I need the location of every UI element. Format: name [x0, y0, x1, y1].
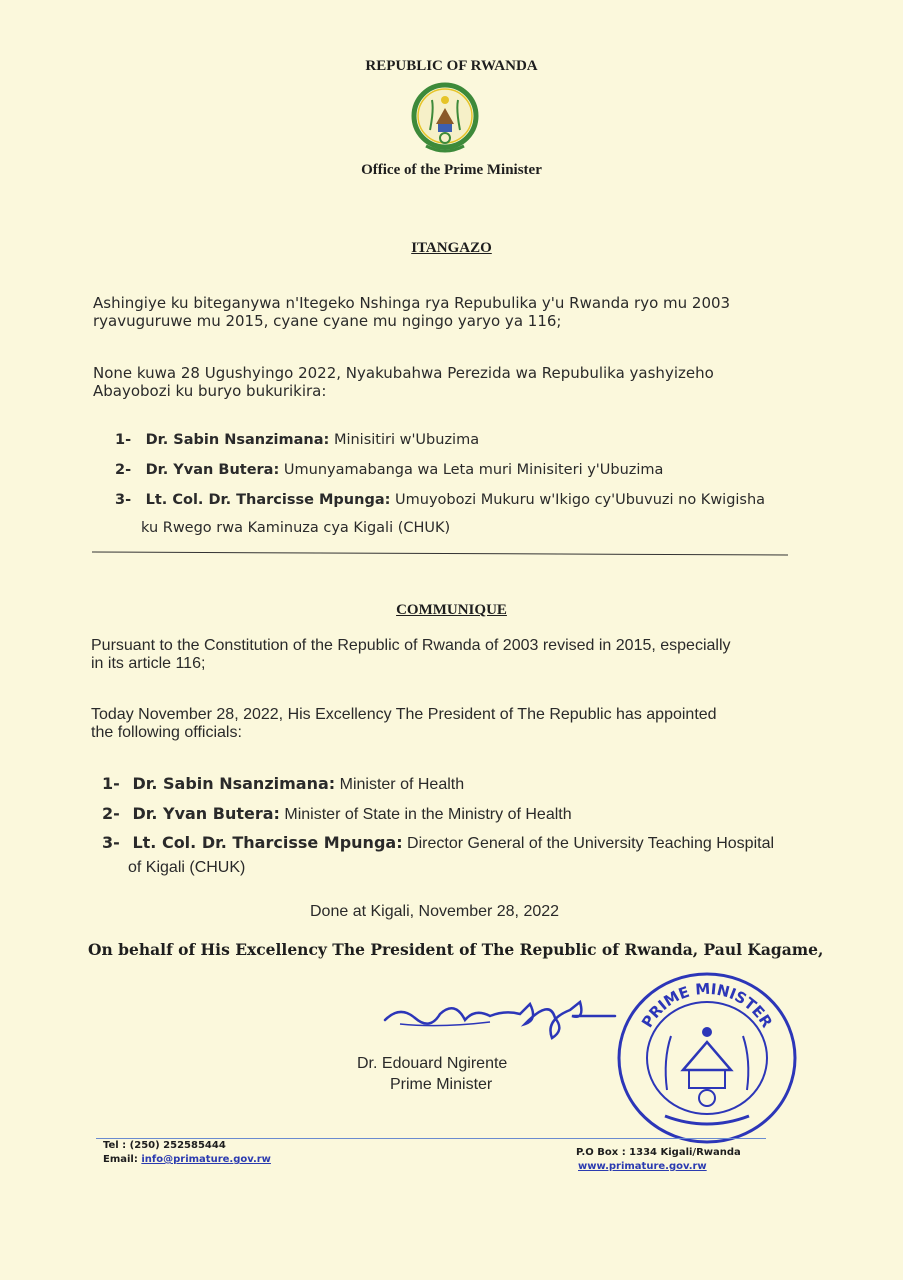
country-heading: REPUBLIC OF RWANDA: [365, 58, 538, 74]
itangazo-paragraph-1: Ashingiye ku biteganywa n'Itegeko Nshinga rya Repubulika y'u Rwanda ryo mu 2003 ryavuguruwe mu 2015, cyane cyane mu ngingo yaryo ya 116;: [93, 294, 731, 330]
svg-text:PRIME MINISTER: PRIME MINISTER: [637, 979, 776, 1031]
office-heading: Office of the Prime Minister: [361, 162, 542, 178]
footer-tel: Tel : (250) 252585444: [103, 1140, 226, 1151]
email-link[interactable]: info@primature.gov.rw: [141, 1154, 271, 1165]
communique-list-item: 3- Lt. Col. Dr. Tharcisse Mpunga: Director General of the University Teaching Hospital of Kigali (CHUK): [102, 833, 775, 876]
communique-title: COMMUNIQUE: [396, 602, 507, 618]
itangazo-list-item: 3- Lt. Col. Dr. Tharcisse Mpunga: Umuyobozi Mukuru w'Ikigo cy'Ubuvuzi no Kwigisha ku Rwego rwa Kaminuza cya Kigali (CHUK): [115, 492, 766, 536]
section-divider: [92, 551, 788, 555]
itangazo-title: ITANGAZO: [411, 240, 492, 256]
itangazo-list-item: 1- Dr. Sabin Nsanzimana: Minisitiri w'Ubuzima: [115, 432, 480, 448]
footer-po-box: P.O Box : 1334 Kigali/Rwanda: [576, 1147, 741, 1158]
coat-of-arms-emblem: [410, 80, 480, 160]
itangazo-paragraph-2: None kuwa 28 Ugushyingo 2022, Nyakubahwa Perezida wa Repubulika yashyizeho Abayobozi ku buryo bukurikira:: [93, 364, 714, 400]
itangazo-list-item: 2- Dr. Yvan Butera: Umunyamabanga wa Leta muri Minisiteri y'Ubuzima: [115, 462, 664, 478]
communique-paragraph-2: Today November 28, 2022, His Excellency The President of The Republic has appointed the following officials:: [91, 706, 717, 741]
communique-list-item: 1- Dr. Sabin Nsanzimana: Minister of Health: [102, 774, 465, 793]
official-stamp: [615, 970, 800, 1145]
done-at-line: Done at Kigali, November 28, 2022: [310, 903, 560, 920]
communique-list-item: 2- Dr. Yvan Butera: Minister of State in the Ministry of Health: [102, 804, 572, 823]
signature-image: [380, 990, 620, 1050]
signer-name: Dr. Edouard Ngirente: [357, 1055, 508, 1072]
footer-email: Email: info@primature.gov.rw: [103, 1154, 271, 1165]
communique-paragraph-1: Pursuant to the Constitution of the Republic of Rwanda of 2003 revised in 2015, especially in its article 116;: [91, 637, 731, 672]
website-link[interactable]: www.primature.gov.rw: [578, 1161, 707, 1172]
signer-title: Prime Minister: [390, 1076, 493, 1093]
footer-website: [578, 1161, 707, 1172]
on-behalf-line: On behalf of His Excellency The President of The Republic of Rwanda, Paul Kagame,: [88, 940, 824, 959]
footer-rule: [96, 1138, 766, 1139]
